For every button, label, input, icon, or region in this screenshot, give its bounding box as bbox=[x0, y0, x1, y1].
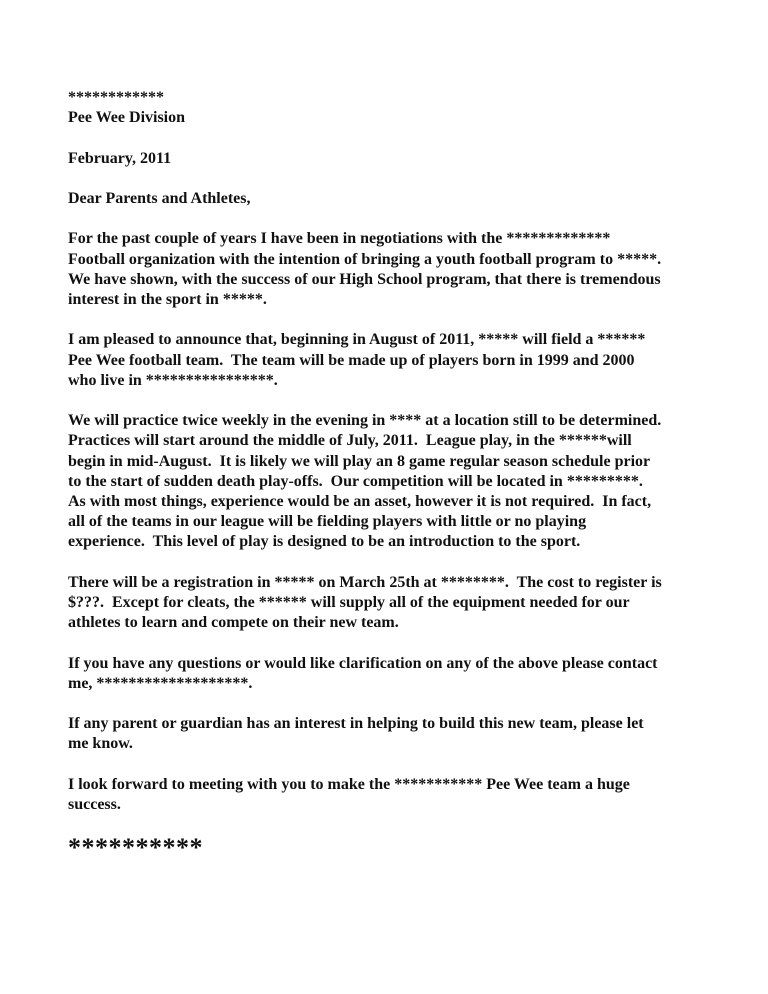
paragraph-closing bbox=[68, 775, 728, 815]
body-line: who live in ****************. bbox=[68, 371, 278, 389]
letter-date bbox=[68, 149, 728, 169]
paragraph-negotiations bbox=[68, 229, 728, 310]
division-name: Pee Wee Division bbox=[68, 109, 186, 127]
paragraph-announcement bbox=[68, 330, 728, 391]
letter-page bbox=[68, 88, 728, 863]
body-line: We have shown, with the success of our High School program, that there is tremendous bbox=[68, 270, 661, 288]
paragraph-volunteers bbox=[68, 714, 728, 754]
body-line: experience. This level of play is designed to be an introduction to the sport. bbox=[68, 533, 581, 551]
paragraph-practice bbox=[68, 411, 728, 552]
paragraph-registration bbox=[68, 573, 728, 634]
body-line: Practices will start around the middle of July, 2011. League play, in the ******will bbox=[68, 432, 632, 450]
letter-header bbox=[68, 88, 728, 128]
body-line: me know. bbox=[68, 735, 133, 753]
body-line: I look forward to meeting with you to make the *********** Pee Wee team a huge bbox=[68, 775, 630, 793]
body-line: We will practice twice weekly in the evening in **** at a location still to be determined. bbox=[68, 412, 662, 430]
body-line: If any parent or guardian has an interest in helping to build this new team, please let bbox=[68, 715, 644, 733]
date-line: February, 2011 bbox=[68, 149, 172, 167]
body-line: begin in mid-August. It is likely we will play an 8 game regular season schedule prior bbox=[68, 452, 651, 470]
body-line: interest in the sport in *****. bbox=[68, 290, 267, 308]
body-line: success. bbox=[68, 795, 121, 813]
body-line: For the past couple of years I have been in negotiations with the ************* bbox=[68, 230, 611, 248]
organization-name: ************ bbox=[68, 89, 164, 106]
salutation bbox=[68, 189, 728, 209]
paragraph-questions bbox=[68, 654, 728, 694]
body-line: Pee Wee football team. The team will be made up of players born in 1999 and 2000 bbox=[68, 351, 635, 369]
body-line: $???. Except for cleats, the ****** will supply all of the equipment needed for our bbox=[68, 593, 630, 611]
body-line: athletes to learn and compete on their new team. bbox=[68, 614, 399, 632]
body-line: I am pleased to announce that, beginning in August of 2011, ***** will field a ****** bbox=[68, 331, 646, 349]
body-line: If you have any questions or would like clarification on any of the above please contact bbox=[68, 654, 658, 672]
body-line: There will be a registration in ***** on March 25th at ********. The cost to register is bbox=[68, 573, 662, 591]
body-line: me, *******************. bbox=[68, 674, 253, 692]
body-line: As with most things, experience would be an asset, however it is not required. In fact, bbox=[68, 492, 652, 510]
body-line: all of the teams in our league will be fielding players with little or no playing bbox=[68, 513, 587, 531]
salutation-line: Dear Parents and Athletes, bbox=[68, 189, 251, 207]
body-line: to the start of sudden death play-offs. Our competition will be located in *********. bbox=[68, 472, 643, 490]
signature: ********** bbox=[68, 833, 203, 863]
body-line: Football organization with the intention of bringing a youth football program to *****. bbox=[68, 250, 662, 268]
